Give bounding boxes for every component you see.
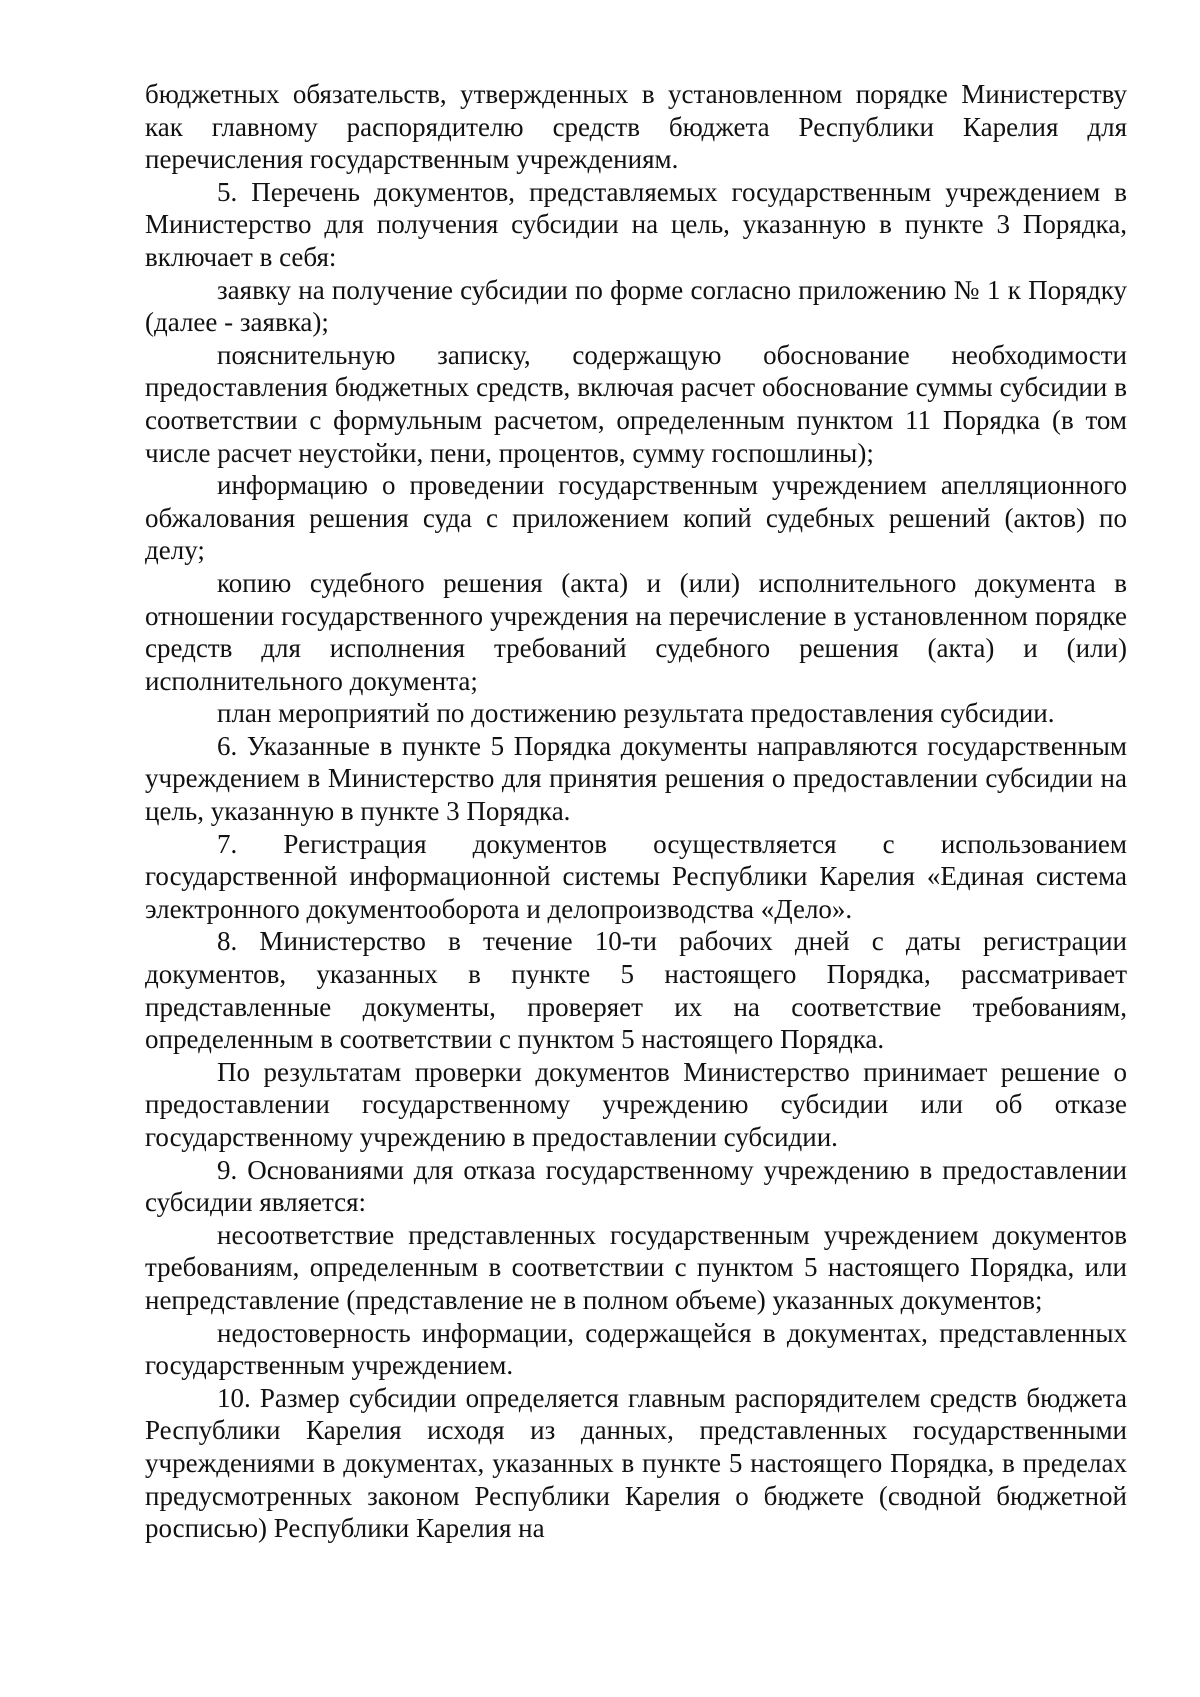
- paragraph-appeal-info: информацию о проведении государственным учреждением апелляционного обжалования решения суда с приложением копий судебных решений (актов) по делу;: [145, 470, 1127, 566]
- paragraph-item-10: 10. Размер субсидии определяется главным распорядителем средств бюджета Республики Карелия исходя из данных, представленных государственными учреждениями в документах, указанных в пункте 5 настоящего Порядка, в пределах предусмотренных законом Республики Карелия о бюджете (сводной бюджетной росписью) Республики Карелия на: [145, 1382, 1127, 1544]
- paragraph-item-8: 8. Министерство в течение 10-ти рабочих дней с даты регистрации документов, указанных в пункте 5 настоящего Порядка, рассматривает представленные документы, проверяет их на соответствие требованиям, определенным в соответствии с пунктом 5 настоящего Порядка.: [145, 926, 1127, 1055]
- paragraph-inaccuracy: недостоверность информации, содержащейся в документах, представленных государственным учреждением.: [145, 1317, 1127, 1381]
- paragraph-item-9: 9. Основаниями для отказа государственному учреждению в предоставлении субсидии является:: [145, 1154, 1127, 1218]
- paragraph-nonconformity: несоответствие представленных государственным учреждением документов требованиям, определенным в соответствии с пунктом 5 настоящего Порядка, или непредставление (представление не в полном объеме) указанных документов;: [145, 1219, 1127, 1315]
- paragraph-action-plan: план мероприятий по достижению результата предоставления субсидии.: [217, 698, 1055, 729]
- paragraph-item-5: 5. Перечень документов, представляемых государственным учреждением в Министерство для получения субсидии на цель, указанную в пункте 3 Порядка, включает в себя:: [145, 176, 1127, 272]
- paragraph-review-results: По результатам проверки документов Министерство принимает решение о предоставлении государственному учреждению субсидии или об отказе государственному учреждению в предоставлении субсидии.: [145, 1056, 1127, 1152]
- paragraph-explanatory-note: пояснительную записку, содержащую обоснование необходимости предоставления бюджетных средств, включая расчет обоснование суммы субсидии в соответствии с формульным расчетом, определенным пунктом 11 Порядка (в том числе расчет неустойки, пени, процентов, сумму госпошлины);: [145, 339, 1127, 468]
- document-page: [145, 78, 1127, 1545]
- paragraph-item-7: 7. Регистрация документов осуществляется с использованием государственной информационной системы Республики Карелия «Единая система электронного документооборота и делопроизводства «Дело».: [145, 828, 1127, 924]
- paragraph-application: заявку на получение субсидии по форме согласно приложению № 1 к Порядку (далее - заявка);: [145, 274, 1127, 338]
- paragraph-court-decision-copy: копию судебного решения (акта) и (или) исполнительного документа в отношении государственного учреждения на перечисление в установленном порядке средств для исполнения требований судебного решения (акта) и (или) исполнительного документа;: [145, 567, 1127, 696]
- paragraph-budget-obligations: бюджетных обязательств, утвержденных в установленном порядке Министерству как главному распорядителю средств бюджета Республики Карелия для перечисления государственным учреждениям.: [145, 79, 1127, 175]
- paragraph-item-6: 6. Указанные в пункте 5 Порядка документы направляются государственным учреждением в Министерство для принятия решения о предоставлении субсидии на цель, указанную в пункте 3 Порядка.: [145, 730, 1127, 827]
